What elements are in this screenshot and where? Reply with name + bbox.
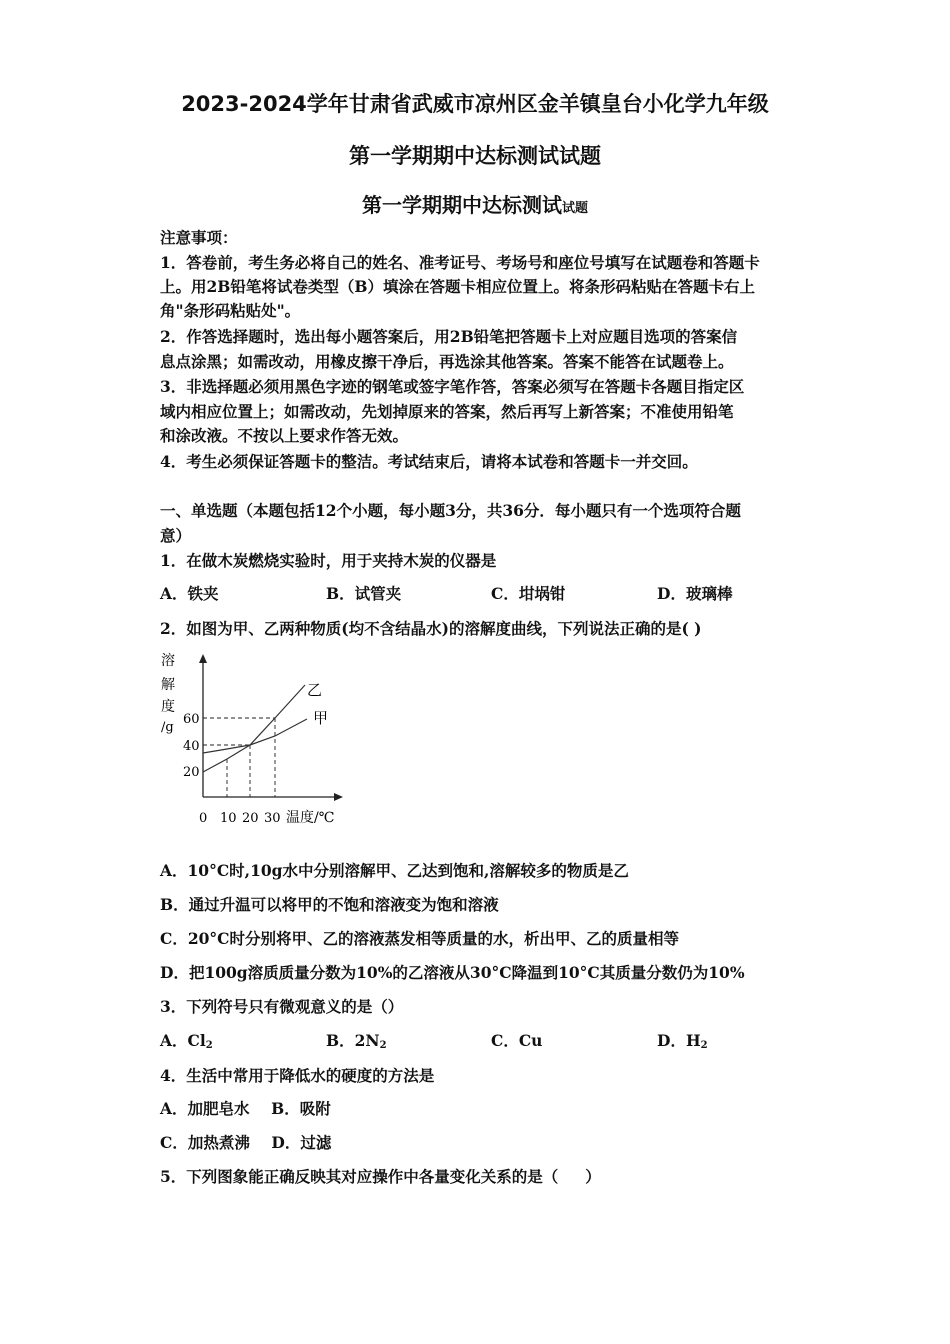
curve-yi-label: 乙 bbox=[307, 681, 323, 699]
question-2-stem: 2．如图为甲、乙两种物质(均不含结晶水)的溶解度曲线，下列说法正确的是( ) bbox=[160, 619, 702, 638]
question-3-option-a bbox=[160, 1031, 213, 1056]
notice-line: 1．答卷前，考生务必将自己的姓名、准考证号、考场号和座位号填写在试题卷和答题卡 bbox=[160, 253, 760, 272]
question-1-option-a: A．铁夹 bbox=[160, 584, 219, 603]
question-3-option-d bbox=[657, 1031, 708, 1056]
graph-ylabel-char: 度 bbox=[161, 699, 175, 715]
graph-ylabel-char: 溶 bbox=[161, 653, 175, 669]
question-3-option-c bbox=[491, 1031, 542, 1051]
curve-jia-label: 甲 bbox=[313, 709, 329, 727]
solubility-curve-graph bbox=[155, 645, 360, 830]
notice-heading: 注意事项： bbox=[160, 228, 238, 247]
graph-x-axis-arrow bbox=[334, 793, 343, 801]
graph-ytick-label: 20 bbox=[183, 765, 200, 780]
section-heading-line1: 一、单选题（本题包括12个小题，每小题3分，共36分．每小题只有一个选项符合题 bbox=[160, 501, 741, 520]
notice-line: 域内相应位置上；如需改动，先划掉原来的答案，然后再写上新答案；不准使用铅笔 bbox=[160, 402, 734, 421]
graph-xtick-label: 0 bbox=[199, 811, 208, 826]
graph-xlabel: 温度/℃ bbox=[286, 810, 335, 826]
question-2-option-a: A．10°C时,10g水中分别溶解甲、乙达到饱和,溶解较多的物质是乙 bbox=[160, 861, 629, 880]
subscript: 2 bbox=[700, 1040, 708, 1051]
subscript: 2 bbox=[379, 1040, 387, 1051]
question-4-options-row1: A．加肥皂水 B．吸附 bbox=[160, 1099, 331, 1118]
graph-xtick-label: 20 bbox=[242, 811, 259, 826]
graph-xtick-label: 30 bbox=[264, 811, 281, 826]
question-2-option-b: B．通过升温可以将甲的不饱和溶液变为饱和溶液 bbox=[160, 895, 499, 914]
question-3-stem: 3．下列符号只有微观意义的是（） bbox=[160, 997, 404, 1016]
question-3-option-c-text: C．Cu bbox=[491, 1031, 543, 1050]
question-2-option-c: C．20°C时分别将甲、乙的溶液蒸发相等质量的水，析出甲、乙的质量相等 bbox=[160, 929, 679, 948]
notice-line: 4．考生必须保证答题卡的整洁。考试结束后，请将本试卷和答题卡一并交回。 bbox=[160, 452, 698, 471]
graph-y-axis-arrow bbox=[199, 654, 207, 663]
question-1-option-d: D．玻璃棒 bbox=[657, 584, 733, 603]
graph-ytick-label: 60 bbox=[183, 712, 200, 727]
question-3-option-b-text: B．2N bbox=[326, 1031, 380, 1050]
notice-line: 和涂改液。不按以上要求作答无效。 bbox=[160, 426, 409, 445]
section-heading-line2: 意） bbox=[160, 526, 192, 545]
notice-line: 角"条形码粘贴处"。 bbox=[160, 301, 301, 320]
question-1-option-c: C．坩埚钳 bbox=[491, 584, 566, 603]
exam-title-line3-main: 第一学期期中达标测试 bbox=[361, 193, 562, 217]
question-2-option-d: D．把100g溶质质量分数为10%的乙溶液从30°C降温到10°C其质量分数仍为10% bbox=[160, 963, 745, 982]
subscript: 2 bbox=[205, 1040, 213, 1051]
notice-line: 息点涂黑；如需改动，用橡皮擦干净后，再选涂其他答案。答案不能答在试题卷上。 bbox=[160, 352, 734, 371]
exam-title-line2: 第一学期期中达标测试试题 bbox=[349, 144, 601, 168]
graph-ylabel-char: 解 bbox=[161, 677, 175, 693]
graph-ytick-label: 40 bbox=[183, 739, 200, 754]
question-5-stem: 5．下列图象能正确反映其对应操作中各量变化关系的是（ ） bbox=[160, 1167, 601, 1186]
exam-title-line3 bbox=[0, 189, 950, 218]
question-4-options-row2: C．加热煮沸 D．过滤 bbox=[160, 1133, 332, 1152]
question-1-stem: 1．在做木炭燃烧实验时，用于夹持木炭的仪器是 bbox=[160, 551, 497, 570]
graph-xtick-label: 10 bbox=[220, 811, 237, 826]
question-4-stem: 4．生活中常用于降低水的硬度的方法是 bbox=[160, 1066, 435, 1085]
exam-title-line3-small: 试题 bbox=[561, 201, 588, 216]
graph-ylabel-char: /g bbox=[161, 720, 174, 735]
notice-line: 上。用2B铅笔将试卷类型（B）填涂在答题卡相应位置上。将条形码粘贴在答题卡右上 bbox=[160, 277, 755, 296]
exam-title-line1: 2023-2024学年甘肃省武威市凉州区金羊镇皇台小化学九年级 bbox=[181, 92, 769, 116]
notice-line: 3．非选择题必须用黑色字迹的钢笔或签字笔作答，答案必须写在答题卡各题目指定区 bbox=[160, 377, 745, 396]
notice-line: 2．作答选择题时，选出每小题答案后，用2B铅笔把答题卡上对应题目选项的答案信 bbox=[160, 327, 738, 346]
question-3-option-a-text: A．Cl bbox=[160, 1031, 206, 1050]
question-3-option-d-text: D．H bbox=[657, 1031, 701, 1050]
curve-jia bbox=[203, 719, 307, 753]
question-3-option-b bbox=[326, 1031, 387, 1056]
question-1-option-b: B．试管夹 bbox=[326, 584, 402, 603]
